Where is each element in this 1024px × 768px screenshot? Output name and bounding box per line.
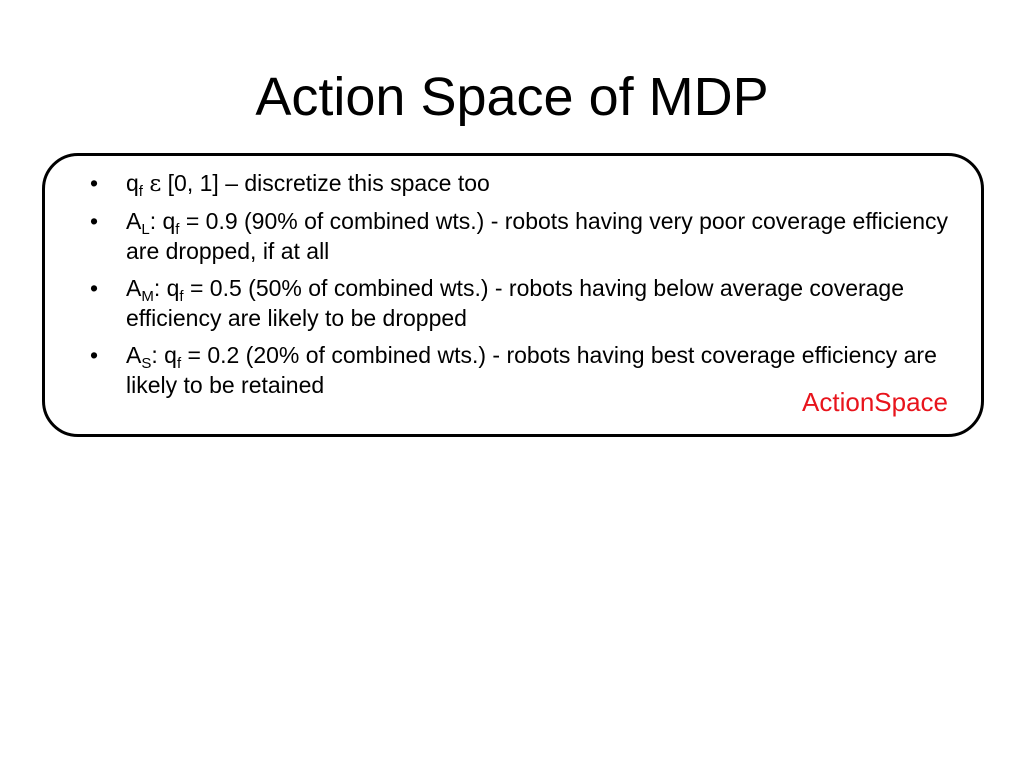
bullet-dot-icon: • [89, 208, 99, 234]
bullet-dot-icon: • [89, 170, 99, 196]
bullet-text: = 0.9 (90% of combined wts.) - robots having very poor coverage efficiency are dropped, if at all [126, 208, 948, 264]
bullet-dot-icon: • [89, 275, 99, 301]
bullet-separator: : q [151, 342, 177, 368]
bullet-head: A [126, 275, 142, 301]
bullet-dot-icon: • [89, 342, 99, 368]
bullet-text: = 0.2 (20% of combined wts.) - robots having best coverage efficiency are likely to be retained [126, 342, 937, 398]
bullet-head-subscript: L [141, 221, 150, 238]
q-subscript: f [175, 221, 180, 238]
bullet-head-subscript: S [141, 355, 152, 372]
bullet-separator: : q [149, 208, 176, 234]
bullet-item-action-large [84, 206, 974, 266]
bullet-text: [0, 1] – discretize this space too [167, 170, 490, 196]
epsilon-symbol: ε [149, 171, 162, 197]
bullet-list [84, 168, 974, 407]
bullet-head: A [126, 342, 142, 368]
bullet-head-subscript: M [141, 288, 154, 305]
bullet-item-qf-range [84, 168, 974, 199]
bullet-item-action-medium [84, 273, 974, 333]
q-subscript: f [179, 288, 184, 305]
action-space-label: ActionSpace [802, 387, 948, 417]
slide-title: Action Space of MDP [255, 67, 769, 127]
bullet-head: A [126, 208, 142, 234]
bullet-text: = 0.5 (50% of combined wts.) - robots having below average coverage efficiency are likely to be dropped [126, 275, 905, 331]
q-subscript: f [176, 355, 182, 372]
bullet-head: q [126, 170, 139, 196]
bullet-separator: : q [153, 275, 180, 301]
bullet-head-subscript: f [138, 183, 143, 200]
